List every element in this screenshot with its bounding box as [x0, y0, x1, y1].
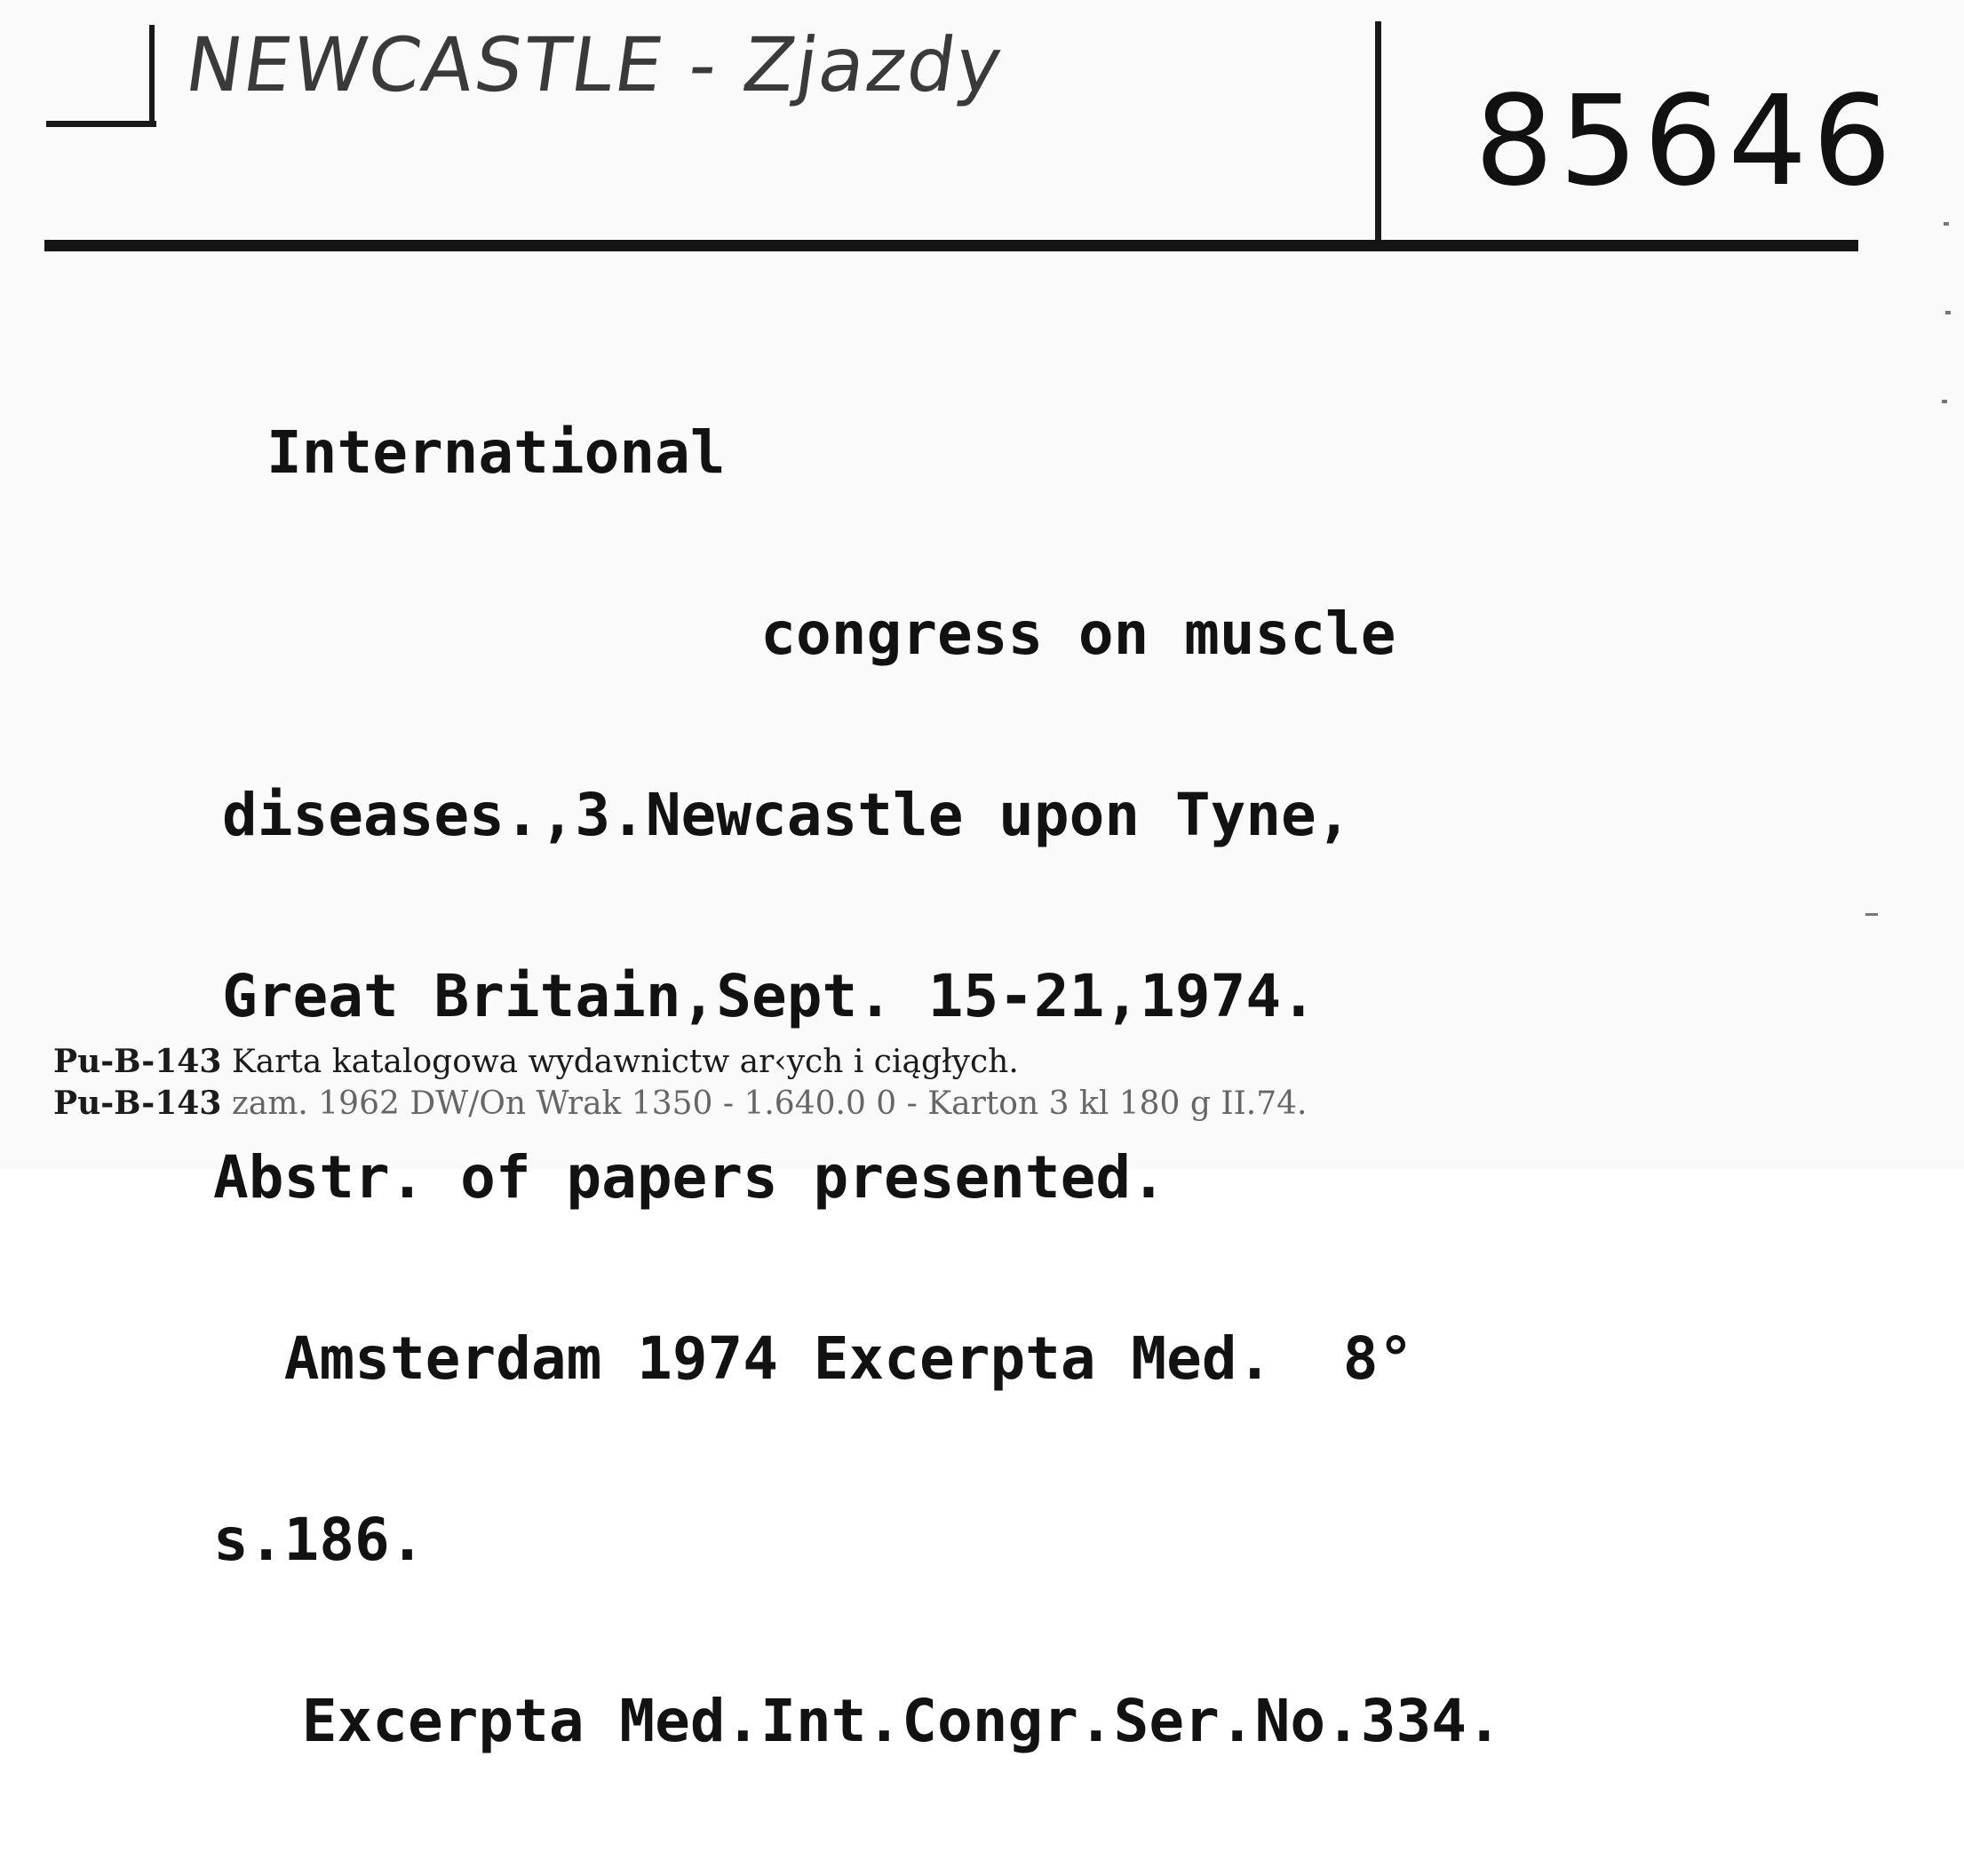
card-footer	[53, 1041, 1308, 1125]
footer-text-1: Karta katalogowa wydawnictw ar‹ych i ciągłych.	[221, 1044, 1019, 1080]
header-rule	[44, 240, 1858, 251]
entry-line-series: Excerpta Med.Int.Congr.Ser.No.334.	[266, 1687, 1502, 1755]
footer-code-2: Pu-B-143	[53, 1085, 222, 1122]
edge-mark	[1945, 311, 1951, 314]
entry-line-pagination: s.186.	[213, 1506, 425, 1574]
footer-code-1: Pu-B-143	[53, 1043, 222, 1080]
footer-text-2: zam. 1962 DW/On Wrak 1350 - 1.640.0 0 - Karton 3 kl 180 g II.74.	[221, 1085, 1308, 1122]
edge-mark	[1865, 913, 1878, 916]
call-number: 85646	[1475, 69, 1897, 214]
entry-line-imprint: Amsterdam 1974 Excerpta Med. 8°	[249, 1324, 1414, 1393]
header-divider-right	[1375, 21, 1381, 240]
footer-line-2	[53, 1083, 1308, 1125]
entry-line-title: International	[266, 418, 726, 487]
card-heading: NEWCASTLE - Zjazdy	[180, 21, 1009, 108]
header-divider-left	[149, 25, 155, 127]
entry-line-4: Great Britain,Sept. 15-21,1974.	[222, 962, 1316, 1030]
edge-mark	[1944, 222, 1949, 226]
entry-line-3: diseases.,3.Newcastle upon Tyne,	[222, 781, 1352, 849]
entry-line-2: congress on muscle	[266, 600, 1396, 668]
edge-mark	[1942, 400, 1947, 403]
header-underline-left	[46, 121, 156, 127]
entry-line-5: Abstr. of papers presented.	[213, 1143, 1166, 1212]
footer-line-1	[53, 1041, 1308, 1083]
